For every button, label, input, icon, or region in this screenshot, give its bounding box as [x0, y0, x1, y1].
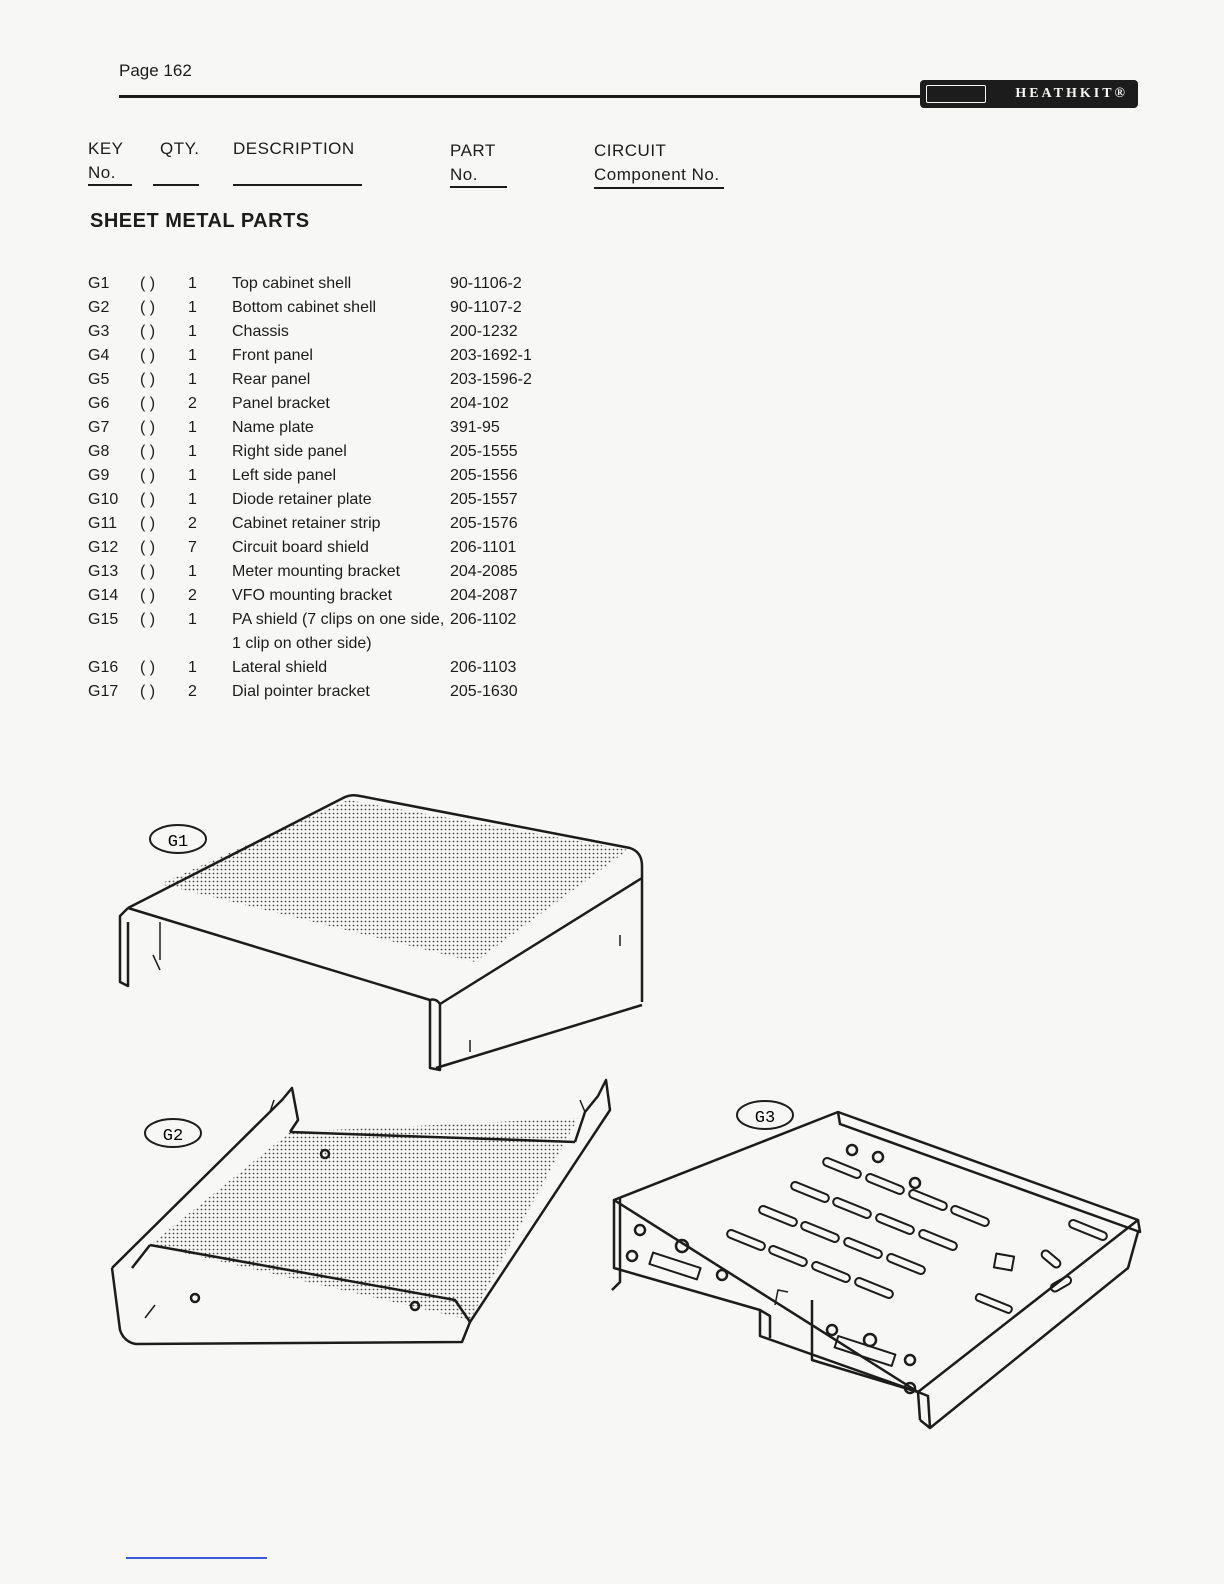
- part-number: 205-1555: [450, 443, 518, 460]
- checkbox-mark[interactable]: ( ): [140, 611, 156, 628]
- part-qty: 1: [188, 563, 197, 580]
- part-key: G16: [88, 659, 119, 676]
- part-description: Lateral shield: [232, 659, 328, 676]
- checkbox-mark[interactable]: ( ): [140, 587, 156, 604]
- g2-callout: [145, 1119, 201, 1147]
- section-title: SHEET METAL PARTS: [90, 210, 310, 232]
- part-number: 206-1103: [450, 659, 517, 676]
- part-key: G10: [88, 491, 119, 508]
- part-qty: 1: [188, 371, 197, 388]
- part-description: Bottom cabinet shell: [232, 299, 377, 316]
- checkbox-mark[interactable]: ( ): [140, 299, 156, 316]
- part-number: 205-1556: [450, 467, 518, 484]
- part-number: 205-1630: [450, 683, 518, 700]
- g2-label: G2: [162, 1127, 184, 1146]
- part-description: Name plate: [232, 419, 314, 436]
- column-description: DESCRIPTION: [233, 139, 355, 158]
- g3-label: G3: [754, 1109, 776, 1128]
- part-key: G15: [88, 611, 119, 628]
- brand-name: HEATHKIT®: [1015, 86, 1128, 101]
- part-qty: 2: [188, 683, 197, 700]
- checkbox-mark[interactable]: ( ): [140, 323, 156, 340]
- part-description: Meter mounting bracket: [232, 563, 401, 580]
- part-key: G13: [88, 563, 119, 580]
- part-key: G17: [88, 683, 119, 700]
- part-description: PA shield (7 clips on one side, 1 clip on other side): [232, 611, 445, 652]
- bottom-link-rule: [126, 1557, 267, 1559]
- part-qty: 7: [188, 539, 197, 556]
- checkbox-mark[interactable]: ( ): [140, 683, 156, 700]
- part-description: Left side panel: [232, 467, 337, 484]
- part-number: 206-1101: [450, 539, 517, 556]
- part-number: 205-1557: [450, 491, 518, 508]
- part-key: G9: [88, 467, 110, 484]
- page-number: Page 162: [119, 61, 192, 80]
- part-key: G8: [88, 443, 110, 460]
- part-number: 90-1106-2: [450, 275, 522, 292]
- part-number: 204-102: [450, 395, 509, 412]
- part-qty: 1: [188, 275, 197, 292]
- checkbox-mark[interactable]: ( ): [140, 539, 156, 556]
- part-number: 206-1102: [450, 611, 517, 628]
- part-number: 204-2085: [450, 563, 518, 580]
- checkbox-mark[interactable]: ( ): [140, 371, 156, 388]
- part-key: G12: [88, 539, 119, 556]
- part-qty: 1: [188, 299, 197, 316]
- checkbox-mark[interactable]: ( ): [140, 515, 156, 532]
- part-qty: 1: [188, 491, 197, 508]
- part-qty: 1: [188, 611, 197, 628]
- part-key: G5: [88, 371, 110, 388]
- checkbox-mark[interactable]: ( ): [140, 347, 156, 364]
- part-qty: 1: [188, 467, 197, 484]
- checkbox-mark[interactable]: ( ): [140, 275, 156, 292]
- checkbox-mark[interactable]: ( ): [140, 419, 156, 436]
- column-part: PART No.: [450, 141, 496, 184]
- part-number: 204-2087: [450, 587, 518, 604]
- checkbox-mark[interactable]: ( ): [140, 563, 156, 580]
- part-key: G11: [88, 515, 118, 532]
- part-number: 205-1576: [450, 515, 518, 532]
- checkbox-mark[interactable]: ( ): [140, 491, 156, 508]
- part-qty: 1: [188, 347, 197, 364]
- bottom-cabinet-shell-drawing: [112, 1080, 610, 1344]
- checkbox-mark[interactable]: ( ): [140, 467, 156, 484]
- part-qty: 1: [188, 659, 197, 676]
- part-number: 90-1107-2: [450, 299, 522, 316]
- checkbox-mark[interactable]: ( ): [140, 659, 156, 676]
- part-description: Panel bracket: [232, 395, 330, 412]
- part-number: 391-95: [450, 419, 500, 436]
- checkbox-mark[interactable]: ( ): [140, 395, 156, 412]
- top-cabinet-shell-drawing: [120, 795, 642, 1070]
- part-key: G1: [88, 275, 110, 292]
- part-number: 203-1692-1: [450, 347, 532, 364]
- chassis-drawing: [612, 1112, 1140, 1428]
- part-number: 200-1232: [450, 323, 518, 340]
- part-qty: 2: [188, 395, 197, 412]
- checkbox-mark[interactable]: ( ): [140, 443, 156, 460]
- part-description: Cabinet retainer strip: [232, 515, 381, 532]
- part-qty: 1: [188, 443, 197, 460]
- g3-callout: [737, 1101, 793, 1129]
- part-description: Diode retainer plate: [232, 491, 372, 508]
- column-qty: QTY.: [160, 139, 200, 158]
- g1-label: G1: [167, 833, 189, 852]
- part-qty: 2: [188, 515, 197, 532]
- part-key: G7: [88, 419, 110, 436]
- part-description: Right side panel: [232, 443, 347, 460]
- part-description: Circuit board shield: [232, 539, 369, 556]
- part-qty: 1: [188, 419, 197, 436]
- part-description: Top cabinet shell: [232, 275, 352, 292]
- column-circuit: CIRCUIT Component No.: [594, 141, 720, 184]
- part-key: G6: [88, 395, 110, 412]
- part-key: G3: [88, 323, 110, 340]
- part-description: Rear panel: [232, 371, 311, 388]
- part-number: 203-1596-2: [450, 371, 532, 388]
- column-key: KEY No.: [88, 139, 124, 182]
- g1-callout: [150, 825, 206, 853]
- part-key: G2: [88, 299, 110, 316]
- part-key: G4: [88, 347, 110, 364]
- part-key: G14: [88, 587, 119, 604]
- part-description: Chassis: [232, 323, 289, 340]
- part-description: Dial pointer bracket: [232, 683, 370, 700]
- part-qty: 2: [188, 587, 197, 604]
- part-description: Front panel: [232, 347, 313, 364]
- part-description: VFO mounting bracket: [232, 587, 393, 604]
- part-qty: 1: [188, 323, 197, 340]
